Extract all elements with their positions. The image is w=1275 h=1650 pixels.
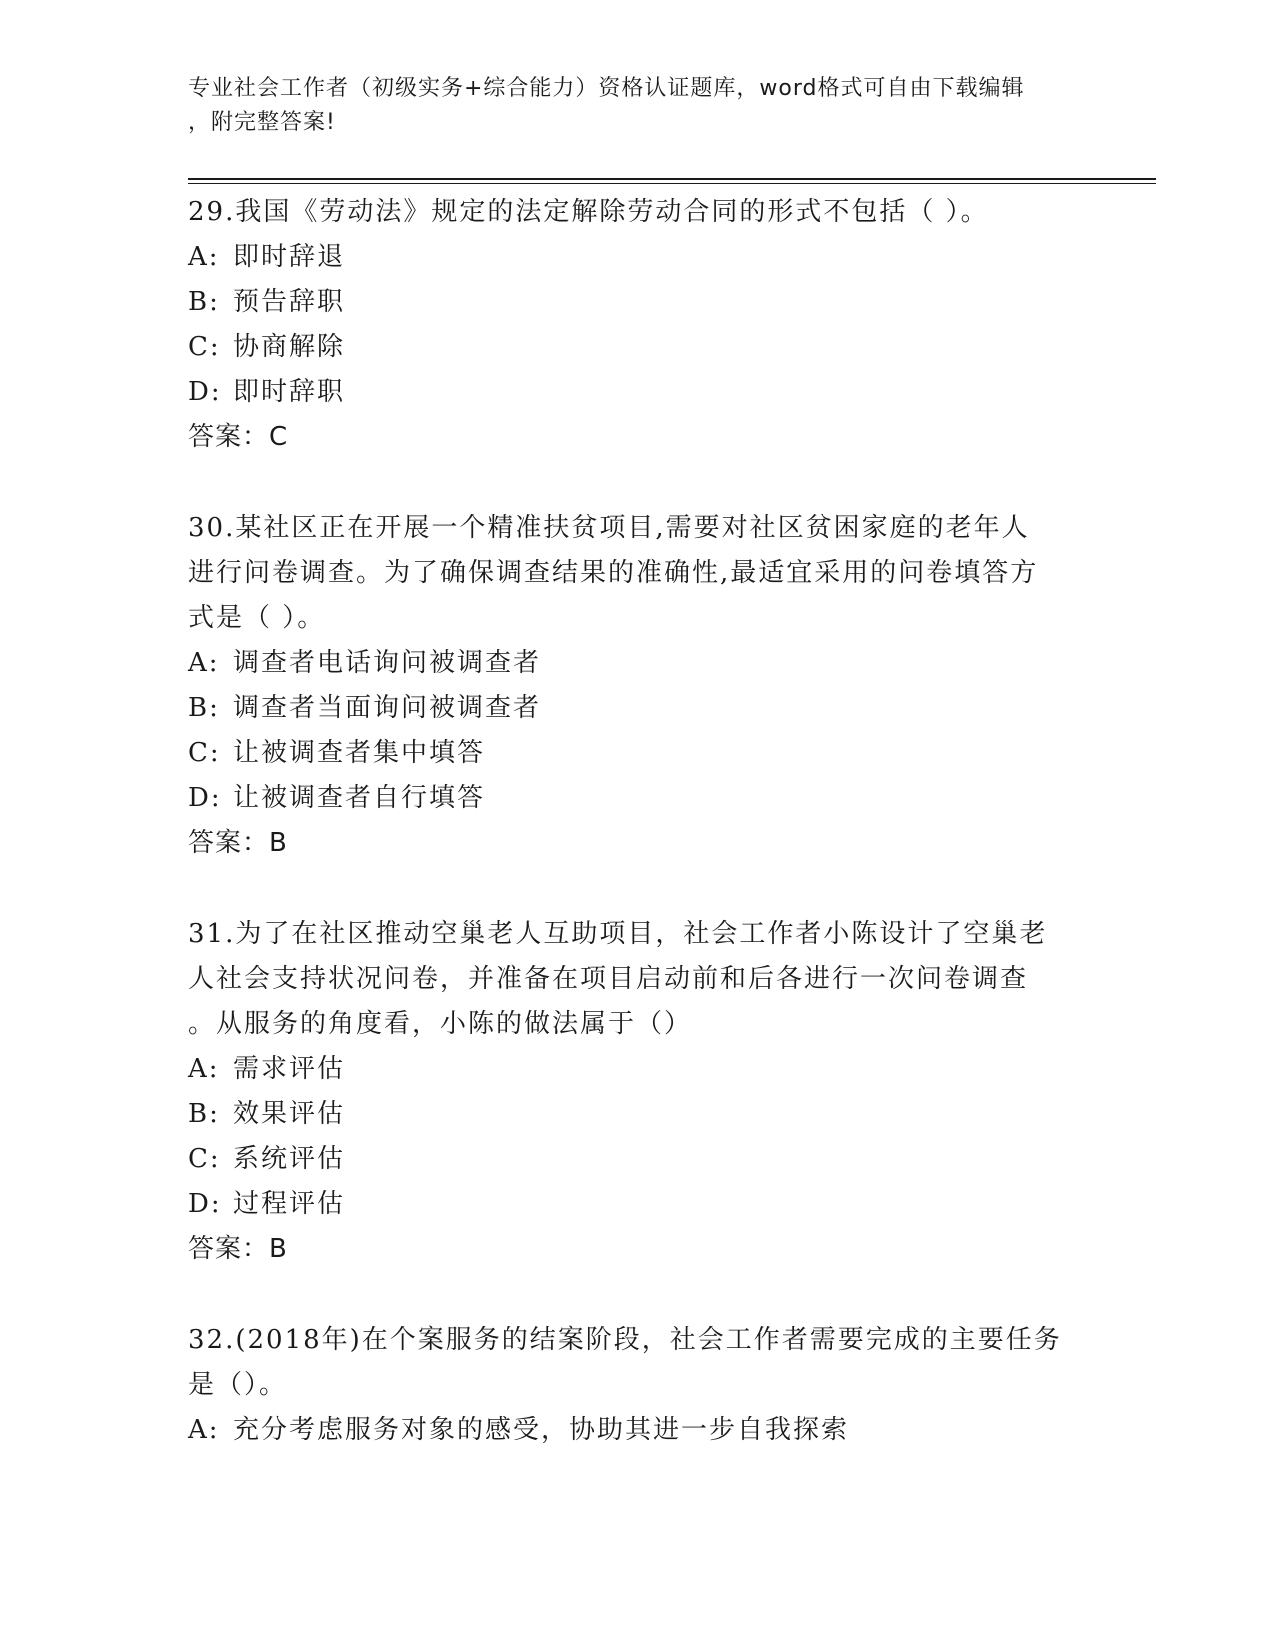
- option-key: D:: [188, 1189, 222, 1219]
- answer-option: [188, 370, 1088, 415]
- answer-option: [188, 280, 1088, 325]
- answer-option: [188, 1137, 1088, 1182]
- option-text: 即时辞职: [233, 377, 346, 407]
- option-key: C:: [188, 332, 221, 362]
- question-item: [188, 912, 1088, 1272]
- option-text: 协商解除: [233, 332, 346, 362]
- option-key: A:: [188, 1054, 220, 1084]
- option-text: 充分考虑服务对象的感受，协助其进一步自我探索: [233, 1415, 850, 1445]
- option-text: 让被调查者自行填答: [233, 783, 486, 813]
- answer-option: [188, 1408, 1088, 1453]
- header-line-2: ，附完整答案!: [188, 110, 336, 135]
- answer-option: [188, 776, 1088, 821]
- question-stem-line: 31.为了在社区推动空巢老人互助项目，社会工作者小陈设计了空巢老: [188, 919, 1048, 949]
- option-key: A:: [188, 648, 220, 678]
- option-text: 即时辞退: [233, 242, 346, 272]
- header-divider-thin: [188, 183, 1156, 184]
- option-key: A:: [188, 242, 220, 272]
- header-line-1: 专业社会工作者（初级实务+综合能力）资格认证题库，word格式可自由下载编辑: [188, 76, 1025, 101]
- answer-option: [188, 325, 1088, 370]
- question-item: [188, 506, 1088, 866]
- option-text: 调查者电话询问被调查者: [233, 648, 542, 678]
- option-text: 调查者当面询问被调查者: [233, 693, 542, 723]
- question-item: [188, 190, 1088, 460]
- option-key: A:: [188, 1415, 220, 1445]
- answer-option: [188, 1047, 1088, 1092]
- question-stem-line: 人社会支持状况问卷，并准备在项目启动前和后各进行一次问卷调查: [188, 964, 1029, 994]
- option-key: D:: [188, 783, 222, 813]
- option-key: B:: [188, 287, 220, 317]
- page-header: [188, 72, 1088, 140]
- question-stem-line: 式是（ ）。: [188, 603, 326, 633]
- option-text: 让被调查者集中填答: [233, 738, 486, 768]
- question-stem-line: 30.某社区正在开展一个精准扶贫项目,需要对社区贫困家庭的老年人: [188, 513, 1030, 543]
- question-stem-line: 29.我国《劳动法》规定的法定解除劳动合同的形式不包括（ ）。: [188, 197, 989, 227]
- question-item: [188, 1318, 1088, 1453]
- answer-key: 答案：B: [188, 1234, 288, 1264]
- option-text: 过程评估: [233, 1189, 346, 1219]
- answer-key: 答案：B: [188, 828, 288, 858]
- answer-option: [188, 1182, 1088, 1227]
- option-key: D:: [188, 377, 222, 407]
- option-key: C:: [188, 738, 221, 768]
- option-key: B:: [188, 693, 220, 723]
- option-text: 效果评估: [233, 1099, 346, 1129]
- question-stem-line: 进行问卷调查。为了确保调查结果的准确性,最适宜采用的问卷填答方: [188, 558, 1039, 588]
- answer-option: [188, 731, 1088, 776]
- header-divider-thick: [188, 178, 1156, 180]
- option-text: 需求评估: [233, 1054, 346, 1084]
- answer-key: 答案：C: [188, 422, 289, 452]
- question-stem-line: 32.(2018年)在个案服务的结案阶段，社会工作者需要完成的主要任务: [188, 1325, 1062, 1355]
- option-key: B:: [188, 1099, 220, 1129]
- question-stem-line: 是（）。: [188, 1370, 288, 1400]
- question-list: [188, 190, 1088, 1499]
- option-key: C:: [188, 1144, 221, 1174]
- answer-option: [188, 641, 1088, 686]
- option-text: 预告辞职: [233, 287, 346, 317]
- answer-option: [188, 686, 1088, 731]
- answer-option: [188, 1092, 1088, 1137]
- answer-option: [188, 235, 1088, 280]
- question-stem-line: 。从服务的角度看，小陈的做法属于（）: [188, 1009, 693, 1039]
- option-text: 系统评估: [233, 1144, 346, 1174]
